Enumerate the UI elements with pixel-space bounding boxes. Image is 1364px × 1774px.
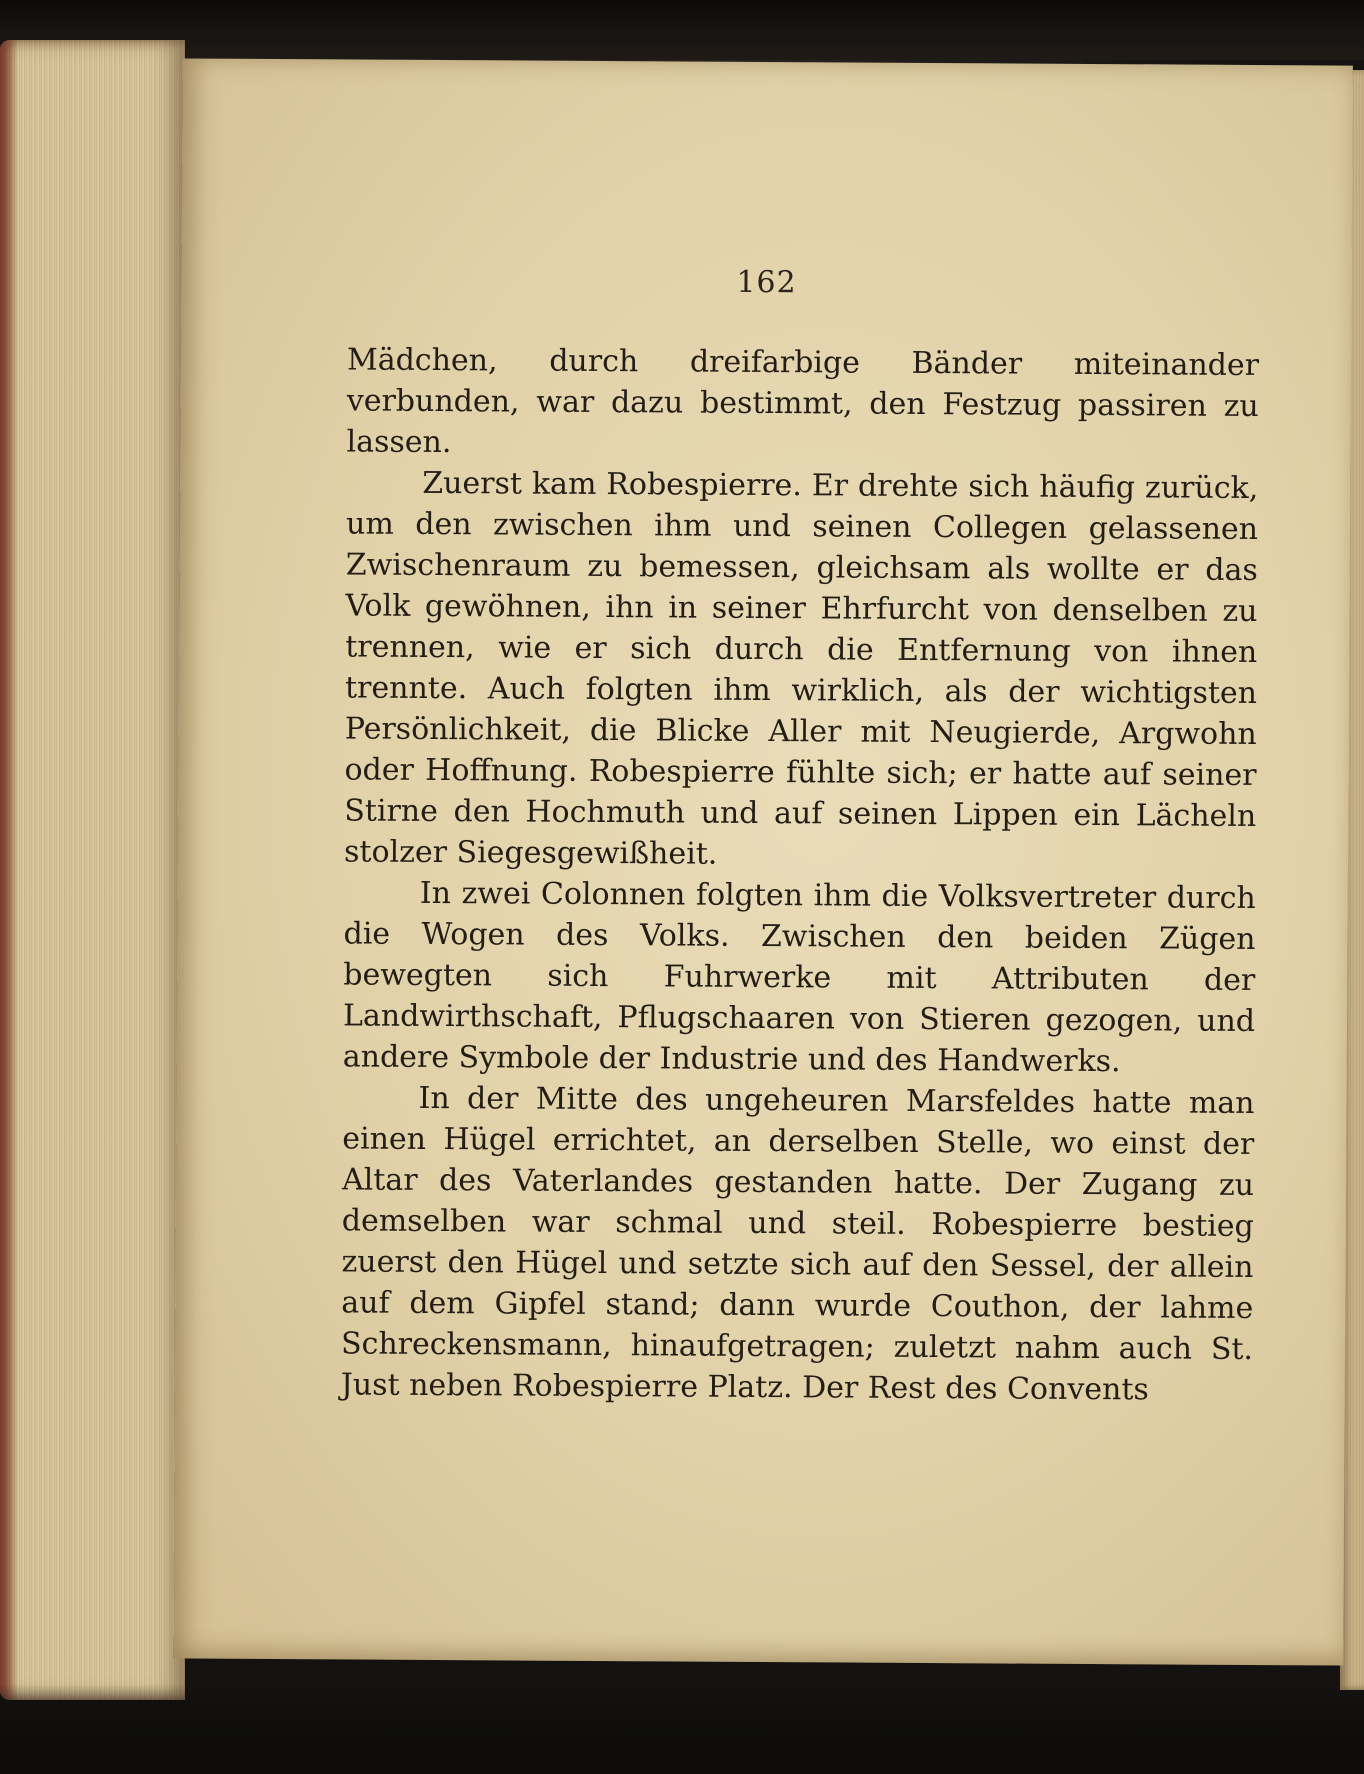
paragraph-3: In zwei Colonnen folgten ihm die Volksvertreter durch die Wogen des Volks. Zwischen den beiden Zügen bewegten sich Fuhrwerke mit Attributen der Landwirthschaft, Pflugschaaren von Stieren gezogen, und andere Symbole der Industrie und des Handwerks. — [342, 875, 1256, 1080]
paragraph-1: Mädchen, durch dreifarbige Bänder miteinander verbunden, war dazu bestimmt, den Festzug passiren zu lassen. — [346, 342, 1260, 461]
page-text — [341, 339, 1259, 1411]
bottom-shadow — [0, 1684, 1364, 1774]
paragraph-4: In der Mitte des ungeheuren Marsfeldes hatte man einen Hügel errichtet, an derselben Stelle, wo einst der Altar des Vaterlandes gestanden hatte. Der Zugang zu demselben war schmal und steil. Robespierre bestieg zuerst den Hügel und setzte sich auf den Sessel, der allein auf dem Gipfel stand; dann wurde Couthon, der lahme Schreckensmann, hinaufgetragen; zuletzt nahm auch St. Just neben Robespierre Platz. Der Rest des Convents — [340, 1080, 1255, 1408]
book-cover-top — [0, 0, 1364, 60]
page-number: 162 — [736, 264, 797, 301]
book-spine-edge — [0, 40, 18, 1700]
book-page-edges — [0, 40, 185, 1700]
book-page — [173, 58, 1353, 1665]
paragraph-2: Zuerst kam Robespierre. Er drehte sich häufig zurück, um den zwischen ihm und seinen Collegen gelassenen Zwischenraum zu bemessen, gleichsam als wollte er das Volk gewöhnen, ihn in seiner Ehrfurcht von denselben zu trennen, wie er sich durch die Entfernung von ihnen trennte. Auch folgten ihm wirklich, als der wichtigsten Persönlichkeit, die Blicke Aller mit Neugierde, Argwohn oder Hoffnung. Robespierre fühlte sich; er hatte auf seiner Stirne den Hochmuth und auf seinen Lippen ein Lächeln stolzer Siegesgewißheit. — [343, 465, 1259, 872]
